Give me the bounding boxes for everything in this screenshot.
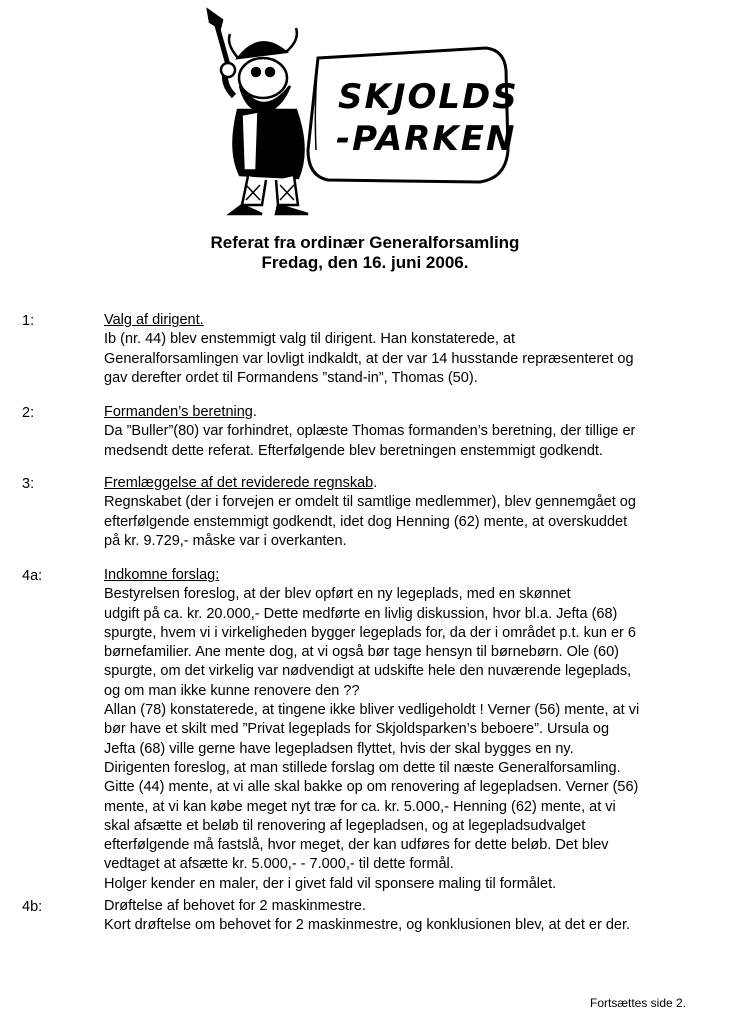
viking-figure-icon (208, 10, 308, 214)
section-line: på kr. 9.729,- måske var i overkanten. (104, 532, 347, 549)
section-line: skal afsætte et beløb til renovering af legepladsen, og at legepladsudvalget (104, 817, 586, 834)
skjoldsparken-logo (168, 0, 543, 228)
section-line: mente, at vi kan købe meget nyt træ for ca. kr. 5.000,- Henning (62) mente, at vi (104, 798, 616, 815)
section-line: Gitte (44) mente, at vi alle skal bakke op om renovering af legepladsen. Verner (56) (104, 779, 639, 796)
logo-text-1: SKJOLDS (338, 77, 519, 117)
section-line: gav derefter ordet til Formandens ”stand-in”, Thomas (50). (104, 369, 478, 386)
section-line: Da ”Buller”(80) var forhindret, oplæste Thomas formanden’s beretning, der tillige er (104, 423, 636, 440)
section-heading: Drøftelse af behovet for 2 maskinmestre. (104, 898, 366, 914)
section-heading: Formanden’s beretning (104, 404, 253, 420)
section-line: Allan (78) konstaterede, at tingene ikke bliver vedligeholdt ! Verner (56) mente, at vi (104, 702, 640, 719)
section-number: 4b: (22, 899, 43, 915)
section-indkomne-forslag (104, 566, 704, 894)
section-line: Generalforsamlingen var lovligt indkaldt, at der var 14 husstande repræsenteret og (104, 350, 634, 367)
section-line: Kort drøftelse om behovet for 2 maskinmestre, og konklusionen blev, at det er der. (104, 917, 631, 934)
section-regnskab: Fremlæggelse af det reviderede regnskab. Regnskabet (der i forvejen er omdelt til samtlige medlemmer), blev gennemgået og efterfølgende enstemmigt godkendt, idet dog Henning (62) mente, at overskuddet på kr. 9.729,- måske var i overkanten. (104, 474, 704, 551)
section-line: vedtaget at afsætte kr. 5.000,- - 7.000,- til dette formål. (104, 856, 454, 873)
section-line: spurgte, hvem vi i virkeligheden bygger legeplads for, da der i området p.t. kun er 6 (104, 624, 636, 641)
section-line: Jefta (68) ville gerne have legepladsen flyttet, hvis der skal bygges en ny. (104, 740, 574, 757)
section-line: børnefamilier. Ane mente dog, at vi også bør tage hensyn til børnebørn. Ole (60) (104, 644, 620, 661)
document-date: Fredag, den 16. juni 2006. (261, 253, 469, 272)
section-line: og om man ikke kunne renovere den ?? (104, 682, 360, 699)
section-formandens-beretning: Formanden’s beretning. Da ”Buller”(80) var forhindret, oplæste Thomas formanden’s beretning, der tillige er medsendt dette referat. Efterfølgende blev beretningen enstemmigt godkendt. (104, 403, 704, 461)
section-line: Holger kender en maler, der i givet fald vil sponsere maling til formålet. (104, 875, 557, 892)
section-line: efterfølgende må fastslå, hvor meget, der kan udføres for dette beløb. Det blev (104, 837, 609, 854)
section-heading: Fremlæggelse af det reviderede regnskab (104, 475, 374, 491)
section-number: 1: (22, 313, 35, 329)
document-title: Referat fra ordinær Generalforsamling (210, 233, 520, 252)
section-line: Regnskabet (der i forvejen er omdelt til samtlige medlemmer), blev gennemgået og (104, 494, 636, 511)
section-line: spurgte, om det virkelig var nødvendigt at udskifte hele den nuværende legeplads, (104, 663, 632, 680)
section-number: 3: (22, 476, 35, 492)
section-line: Ib (nr. 44) blev enstemmigt valg til dirigent. Han konstaterede, at (104, 331, 516, 348)
section-maskinmestre (104, 897, 704, 936)
section-line: udgift på ca. kr. 20.000,- Dette medførte en livlig diskussion, hvor bl.a. Jefta (68) (104, 605, 618, 622)
section-line: Bestyrelsen foreslog, at der blev opført en ny legeplads, med en skønnet (104, 586, 571, 603)
section-heading: Indkomne forslag: (104, 567, 220, 583)
section-line: Dirigenten foreslog, at man stillede forslag om dette til næste Generalforsamling. (104, 759, 621, 776)
logo-text-2: -PARKEN (336, 119, 517, 159)
section-line: efterfølgende enstemmigt godkendt, idet dog Henning (62) mente, at overskuddet (104, 513, 628, 530)
section-valg-af-dirigent (104, 311, 704, 388)
section-number: 4a: (22, 568, 43, 584)
section-number: 2: (22, 405, 35, 421)
section-line: medsendt dette referat. Efterfølgende blev beretningen enstemmigt godkendt. (104, 442, 603, 459)
continued-note: Fortsættes side 2. (590, 996, 687, 1010)
section-heading: Valg af dirigent. (104, 312, 204, 328)
section-line: bør have et skilt med ”Privat legeplads for Skjoldsparken’s beboere”. Ursula og (104, 721, 610, 738)
